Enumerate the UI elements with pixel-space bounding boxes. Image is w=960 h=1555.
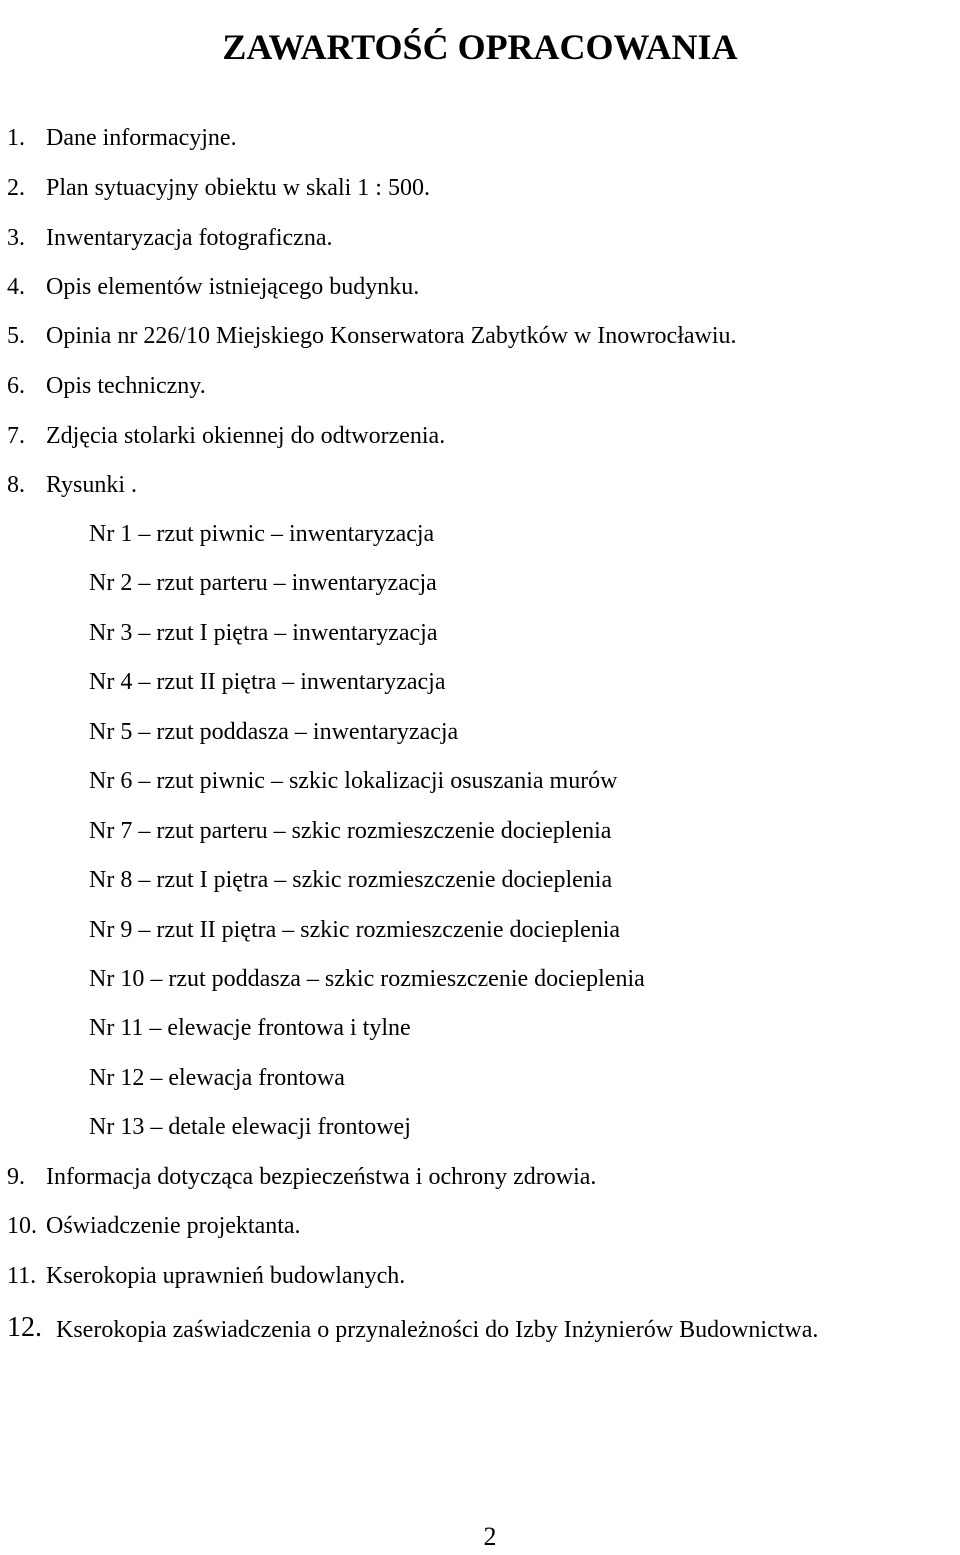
item-text: Kserokopia uprawnień budowlanych.: [46, 1263, 406, 1289]
item-text: Opis elementów istniejącego budynku.: [46, 274, 420, 300]
drawing-item: Nr 11 – elewacje frontowa i tylne: [89, 1015, 411, 1041]
drawing-item: Nr 2 – rzut parteru – inwentaryzacja: [89, 570, 437, 596]
item-text: Zdjęcia stolarki okiennej do odtworzenia.: [46, 423, 446, 449]
item-number: 2.: [7, 175, 25, 201]
drawing-item: Nr 1 – rzut piwnic – inwentaryzacja: [89, 521, 435, 547]
drawing-item: Nr 3 – rzut I piętra – inwentaryzacja: [89, 620, 438, 646]
item-text: Opis techniczny.: [46, 373, 206, 399]
drawing-item: Nr 7 – rzut parteru – szkic rozmieszczenie docieplenia: [89, 818, 612, 844]
drawing-item: Nr 6 – rzut piwnic – szkic lokalizacji osuszania murów: [89, 768, 618, 794]
drawing-item: Nr 8 – rzut I piętra – szkic rozmieszczenie docieplenia: [89, 867, 613, 893]
item-number: 1.: [7, 125, 25, 151]
item-number: 12.: [7, 1312, 42, 1343]
item-text: Kserokopia zaświadczenia o przynależności do Izby Inżynierów Budownictwa.: [56, 1317, 819, 1343]
item-number: 7.: [7, 423, 25, 449]
item-text: Plan sytuacyjny obiektu w skali 1 : 500.: [46, 175, 430, 201]
item-number: 4.: [7, 274, 25, 300]
item-number: 9.: [7, 1164, 25, 1190]
drawing-item: Nr 10 – rzut poddasza – szkic rozmieszczenie docieplenia: [89, 966, 645, 992]
drawing-item: Nr 12 – elewacja frontowa: [89, 1065, 345, 1091]
item-text: Opinia nr 226/10 Miejskiego Konserwatora Zabytków w Inowrocławiu.: [46, 323, 737, 349]
item-text: Inwentaryzacja fotograficzna.: [46, 225, 333, 251]
drawing-item: Nr 9 – rzut II piętra – szkic rozmieszczenie docieplenia: [89, 917, 621, 943]
item-text: Informacja dotycząca bezpieczeństwa i ochrony zdrowia.: [46, 1164, 597, 1190]
item-number: 3.: [7, 225, 25, 251]
item-number: 8.: [7, 472, 25, 498]
drawing-item: Nr 13 – detale elewacji frontowej: [89, 1114, 411, 1140]
drawing-item: Nr 4 – rzut II piętra – inwentaryzacja: [89, 669, 446, 695]
drawing-item: Nr 5 – rzut poddasza – inwentaryzacja: [89, 719, 459, 745]
page-number: 2: [483, 1522, 497, 1551]
item-number: 10.: [7, 1213, 37, 1239]
item-number: 11.: [7, 1263, 37, 1289]
page-title: ZAWARTOŚĆ OPRACOWANIA: [222, 27, 738, 68]
item-text: Dane informacyjne.: [46, 125, 237, 151]
item-text: Rysunki .: [46, 472, 138, 498]
item-text: Oświadczenie projektanta.: [46, 1213, 301, 1239]
item-number: 5.: [7, 323, 25, 349]
item-number: 6.: [7, 373, 25, 399]
